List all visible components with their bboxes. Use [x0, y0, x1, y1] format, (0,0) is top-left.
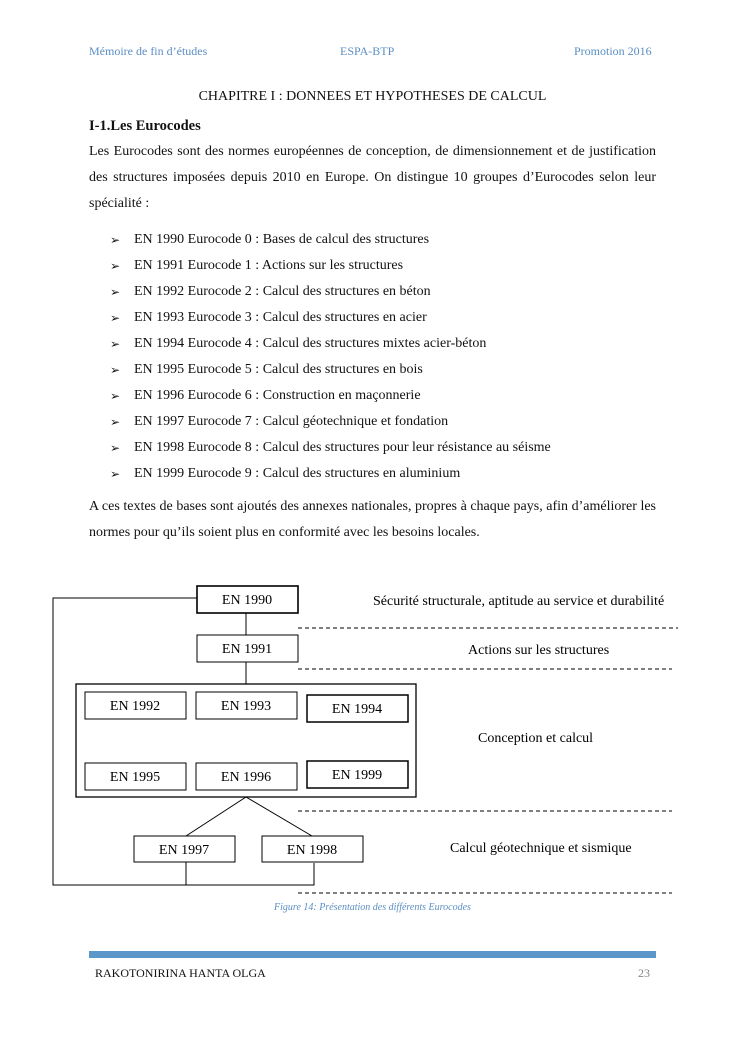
arrowhead-bullet-icon: ➢	[110, 311, 121, 325]
figure-caption: Figure 14: Présentation des différents Eurocodes	[274, 902, 471, 913]
category-conception: Conception et calcul	[478, 731, 594, 746]
arrowhead-bullet-icon: ➢	[110, 467, 121, 481]
list-item-text: EN 1997 Eurocode 7 : Calcul géotechnique et fondation	[134, 414, 449, 429]
connector-group-1997	[186, 797, 246, 836]
arrowhead-bullet-icon: ➢	[110, 389, 121, 403]
arrowhead-bullet-icon: ➢	[110, 285, 121, 299]
list-item	[110, 279, 551, 305]
page-number: 23	[638, 966, 650, 980]
category-securite: Sécurité structurale, aptitude au service et durabilité	[373, 594, 665, 609]
arrowhead-bullet-icon: ➢	[110, 415, 121, 429]
list-item	[110, 435, 551, 461]
list-item-text: EN 1995 Eurocode 5 : Calcul des structures en bois	[134, 362, 423, 377]
eurocode-list	[110, 227, 551, 487]
list-item	[110, 253, 551, 279]
list-item-text: EN 1993 Eurocode 3 : Calcul des structures en acier	[134, 310, 427, 325]
chapter-title: CHAPITRE I : DONNEES ET HYPOTHESES DE CALCUL	[198, 89, 547, 104]
label-en1990: EN 1990	[221, 593, 273, 608]
list-item-text: EN 1998 Eurocode 8 : Calcul des structures pour leur résistance au séisme	[134, 440, 551, 455]
arrowhead-bullet-icon: ➢	[110, 233, 121, 247]
list-item	[110, 409, 551, 435]
label-en1991: EN 1991	[221, 642, 273, 657]
label-en1998: EN 1998	[286, 843, 338, 858]
eurocodes-diagram	[0, 560, 745, 900]
label-en1993: EN 1993	[220, 699, 272, 714]
arrowhead-bullet-icon: ➢	[110, 337, 121, 351]
list-item	[110, 383, 551, 409]
list-item	[110, 461, 551, 487]
list-item	[110, 305, 551, 331]
footer-author: RAKOTONIRINA HANTA OLGA	[95, 966, 266, 980]
category-actions: Actions sur les structures	[468, 643, 610, 658]
header-right: Promotion 2016	[574, 44, 652, 58]
header-center: ESPA-BTP	[340, 44, 395, 58]
list-item-text: EN 1990 Eurocode 0 : Bases de calcul des structures	[134, 232, 430, 247]
label-en1995: EN 1995	[109, 770, 161, 785]
arrowhead-bullet-icon: ➢	[110, 259, 121, 273]
label-en1999: EN 1999	[331, 768, 383, 783]
category-geotechnique: Calcul géotechnique et sismique	[450, 841, 632, 856]
arrowhead-bullet-icon: ➢	[110, 441, 121, 455]
list-item-text: EN 1994 Eurocode 4 : Calcul des structures mixtes acier-béton	[134, 336, 487, 351]
label-en1994: EN 1994	[331, 702, 383, 717]
list-item	[110, 227, 551, 253]
arrowhead-bullet-icon: ➢	[110, 363, 121, 377]
header-left: Mémoire de fin d’études	[89, 44, 208, 58]
list-item-text: EN 1991 Eurocode 1 : Actions sur les structures	[134, 258, 404, 273]
label-en1992: EN 1992	[109, 699, 161, 714]
list-item	[110, 331, 551, 357]
list-item	[110, 357, 551, 383]
list-item-text: EN 1996 Eurocode 6 : Construction en maçonnerie	[134, 388, 421, 403]
label-en1996: EN 1996	[220, 770, 272, 785]
intro-paragraph: Les Eurocodes sont des normes européennes de conception, de dimensionnement et de justification des structures imposées depuis 2010 en Europe. On distingue 10 groupes d’Eurocodes selon leur spécialité :	[89, 144, 656, 211]
closing-paragraph: A ces textes de bases sont ajoutés des annexes nationales, propres à chaque pays, afin d’améliorer les normes pour qu’ils soient plus en conformité avec les besoins locales.	[89, 499, 656, 540]
connector-group-1998	[246, 797, 312, 836]
list-item-text: EN 1999 Eurocode 9 : Calcul des structures en aluminium	[134, 466, 461, 481]
footer-accent-bar	[89, 951, 656, 958]
list-item-text: EN 1992 Eurocode 2 : Calcul des structures en béton	[134, 284, 431, 299]
section-title: I-1.Les Eurocodes	[89, 118, 201, 134]
label-en1997: EN 1997	[158, 843, 210, 858]
